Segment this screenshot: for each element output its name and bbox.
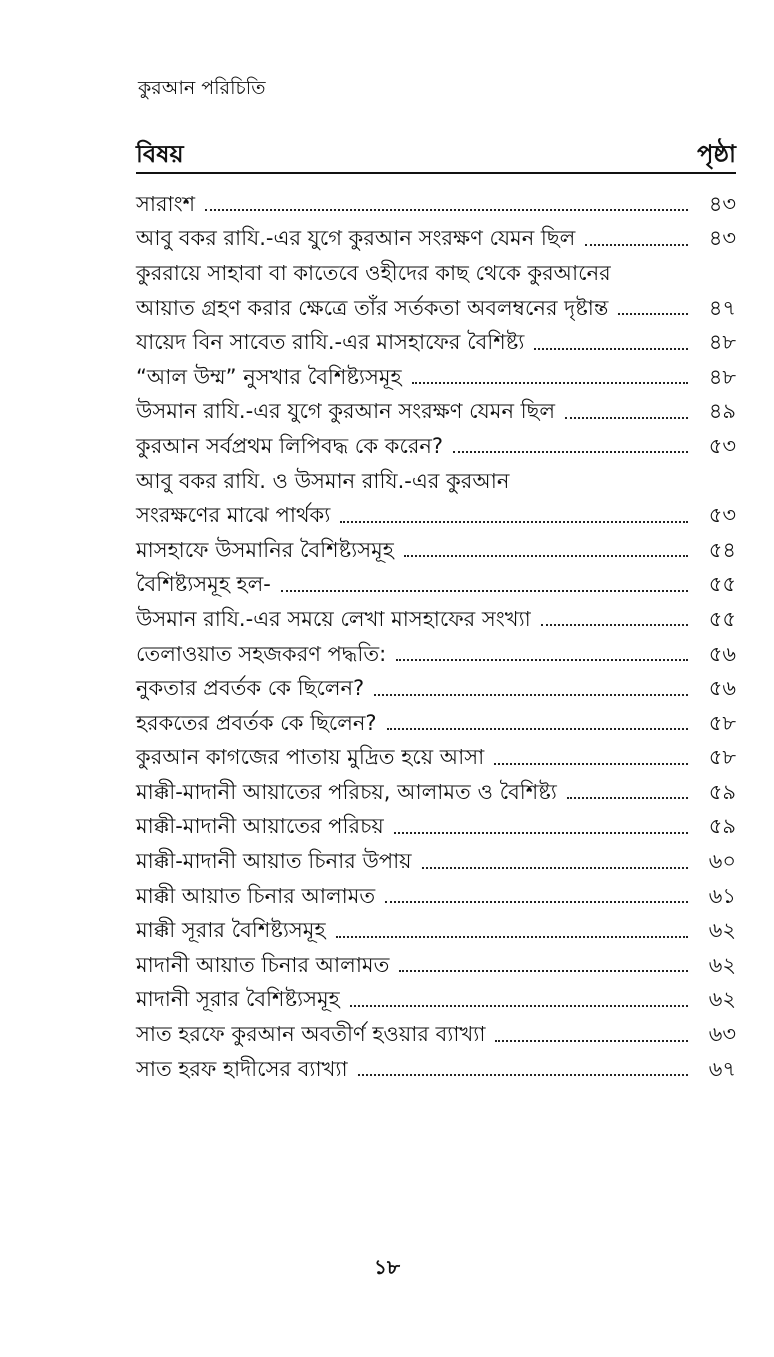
toc-entry-title: মাসহাফে উসমানির বৈশিষ্ট্যসমূহ	[136, 537, 394, 562]
dot-leader	[374, 694, 688, 696]
toc-entry-title: মাক্কী-মাদানী আয়াতের পরিচয়	[136, 814, 384, 839]
toc-entry-page: ৫৫	[708, 572, 736, 597]
toc-entry	[136, 638, 736, 673]
toc-entry-title: মাদানী আয়াত চিনার আলামত	[136, 952, 390, 977]
toc-entry-page: ৫৩	[708, 433, 736, 458]
toc-entry-page: ৬২	[708, 918, 736, 943]
toc-entry-title: কুরআন কাগজের পাতায় মুদ্রিত হয়ে আসা	[136, 745, 485, 770]
toc-entry-title: উসমান রাযি.-এর সময়ে লেখা মাসহাফের সংখ্যা	[136, 606, 531, 631]
toc-entry-title: আবু বকর রাযি.-এর যুগে কুরআন সংরক্ষণ যেমন ছিল	[136, 226, 576, 251]
toc-entry	[136, 257, 736, 292]
toc-entry-title: হরকতের প্রবর্তক কে ছিলেন?	[136, 710, 377, 735]
toc-entry	[136, 672, 736, 707]
toc-entry-page: ৬২	[708, 987, 736, 1012]
toc-entry	[136, 326, 736, 361]
toc-header	[136, 132, 736, 174]
toc-entry	[136, 984, 736, 1019]
dot-leader	[396, 659, 688, 661]
toc-entry-page: ৪৭	[708, 295, 736, 320]
toc-entry	[136, 396, 736, 431]
toc-entry	[136, 776, 736, 811]
toc-entry	[136, 914, 736, 949]
toc-entry-title: কুরআন সর্বপ্রথম লিপিবদ্ধ কে করেন?	[136, 433, 444, 458]
toc-entry	[136, 499, 736, 534]
toc-entry-page: ৬২	[708, 952, 736, 977]
toc-entry-title: মাক্কী আয়াত চিনার আলামত	[136, 883, 376, 908]
dot-leader	[387, 728, 688, 730]
dot-leader	[399, 970, 688, 972]
toc-entry-page: ৫৫	[708, 606, 736, 631]
dot-leader	[422, 867, 688, 869]
toc-entry-title: আবু বকর রাযি. ও উসমান রাযি.-এর কুরআন	[136, 468, 510, 493]
dot-leader	[205, 209, 688, 211]
toc-entry	[136, 949, 736, 984]
toc-entry	[136, 465, 736, 500]
toc-entry	[136, 188, 736, 223]
toc-entry-title: নুকতার প্রবর্তক কে ছিলেন?	[136, 676, 365, 701]
toc-entry-title: বৈশিষ্ট্যসমূহ হল-	[136, 572, 271, 597]
dot-leader	[495, 1040, 688, 1042]
toc-entry	[136, 569, 736, 604]
dot-leader	[585, 244, 688, 246]
toc-entry-title: আয়াত গ্রহণ করার ক্ষেত্রে তাঁর সর্তকতা অবলম্বনের দৃষ্টান্ত	[136, 295, 609, 320]
toc-entry-title: সাত হরফে কুরআন অবতীর্ণ হওয়ার ব্যাখ্যা	[136, 1022, 486, 1047]
toc-entry-page: ৫৮	[708, 710, 736, 735]
toc-entry	[136, 603, 736, 638]
toc-entry-page: ৪৮	[708, 364, 736, 389]
toc-entry-title: “আল উম্ম” নুসখার বৈশিষ্ট্যসমূহ	[136, 364, 402, 389]
toc-entry-title: মাক্কী-মাদানী আয়াত চিনার উপায়	[136, 849, 412, 874]
toc-entry-title: মাক্কী-মাদানী আয়াতের পরিচয়, আলামত ও বৈশিষ্ট্য	[136, 779, 557, 804]
toc-entry-page: ৫৯	[708, 814, 736, 839]
running-head: কুরআন পরিচিতি	[138, 77, 266, 99]
page-heading: পৃষ্ঠা	[697, 140, 736, 168]
dot-leader	[394, 832, 688, 834]
dot-leader	[567, 797, 688, 799]
toc-entry-page: ৬৩	[708, 1022, 736, 1047]
toc-entry-page: ৪৯	[708, 399, 736, 424]
toc-entry	[136, 1053, 736, 1088]
table-of-contents	[136, 188, 736, 1087]
toc-entry-title: সাত হরফ হাদীসের ব্যাখ্যা	[136, 1056, 348, 1081]
toc-entry-title: সংরক্ষণের মাঝে পার্থক্য	[136, 503, 331, 528]
toc-entry-title: সারাংশ	[136, 191, 196, 216]
dot-leader	[350, 1005, 688, 1007]
toc-entry-title: তেলাওয়াত সহজকরণ পদ্ধতি:	[136, 641, 387, 666]
toc-entry-page: ৫৩	[708, 503, 736, 528]
toc-entry-page: ৫৬	[708, 641, 736, 666]
dot-leader	[565, 417, 688, 419]
toc-entry-page: ৫৬	[708, 676, 736, 701]
toc-entry	[136, 880, 736, 915]
toc-entry	[136, 707, 736, 742]
toc-entry-page: ৫৪	[708, 537, 736, 562]
toc-entry	[136, 811, 736, 846]
dot-leader	[453, 451, 688, 453]
dot-leader	[385, 901, 688, 903]
dot-leader	[412, 382, 688, 384]
toc-entry-page: ৫৯	[708, 779, 736, 804]
toc-entry	[136, 534, 736, 569]
dot-leader	[358, 1074, 688, 1076]
dot-leader	[541, 624, 688, 626]
dot-leader	[618, 313, 688, 315]
toc-entry	[136, 292, 736, 327]
page-number: ১৮	[374, 1255, 400, 1279]
toc-entry	[136, 845, 736, 880]
toc-entry-page: ৪৮	[708, 330, 736, 355]
toc-entry-title: কুররায়ে সাহাবা বা কাতেবে ওহীদের কাছ থেকে কুরআনের	[136, 260, 611, 285]
toc-entry-page: ৫৮	[708, 745, 736, 770]
toc-entry-page: ৪৩	[708, 226, 736, 251]
toc-entry	[136, 361, 736, 396]
dot-leader	[336, 936, 689, 938]
toc-entry-page: ৬০	[708, 849, 736, 874]
toc-entry-title: উসমান রাযি.-এর যুগে কুরআন সংরক্ষণ যেমন ছিল	[136, 399, 556, 424]
dot-leader	[281, 590, 688, 592]
toc-entry	[136, 1018, 736, 1053]
dot-leader	[404, 555, 688, 557]
toc-entry-page: ৬১	[708, 883, 736, 908]
toc-entry	[136, 742, 736, 777]
toc-entry	[136, 430, 736, 465]
toc-entry	[136, 223, 736, 258]
toc-entry-page: ৪৩	[708, 191, 736, 216]
dot-leader	[534, 348, 688, 350]
toc-entry-title: যায়েদ বিন সাবেত রাযি.-এর মাসহাফের বৈশিষ্ট্য	[136, 330, 525, 355]
dot-leader	[340, 521, 688, 523]
toc-entry-page: ৬৭	[708, 1056, 736, 1081]
dot-leader	[494, 763, 688, 765]
toc-entry-title: মাক্কী সূরার বৈশিষ্ট্যসমূহ	[136, 918, 326, 943]
toc-entry-title: মাদানী সূরার বৈশিষ্ট্যসমূহ	[136, 987, 340, 1012]
subject-heading: বিষয়	[136, 140, 184, 168]
